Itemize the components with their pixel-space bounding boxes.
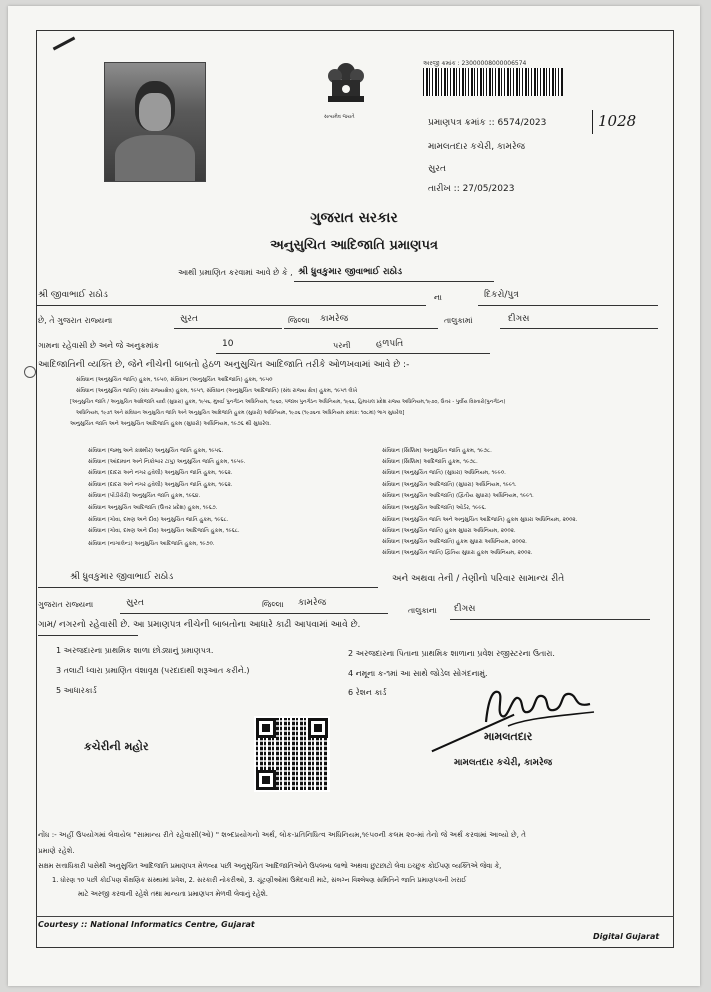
na-label: ના	[434, 293, 442, 302]
village-prefix: ગામના રહેવાસી છે અને જે અનુક્રમાંક	[38, 341, 160, 350]
district-label: જિલ્લા	[288, 316, 310, 325]
order-right-4: સંવિધાન (અનુસુચિત આદિજાતિ) (સુધારા) અધિનિયમ, ૧૯૯૧.	[382, 482, 517, 488]
pari-label: પરની	[333, 341, 351, 350]
family-text: અને અથવા તેની / તેણીનો પરિવાર સામાન્ય રીતે	[392, 574, 565, 584]
intro-text: આથી પ્રમાણિત કરવામાં આવે છે કે ,	[178, 268, 293, 277]
order-right-3: સંવિધાન (અનુસુચિત જાતિ) (સુધારા) અધિનિયમ, ૧૯૯૦.	[382, 470, 506, 476]
doc-1: 1 અરજદારના પ્રાથમિક શાળા છોડ્યાનું પ્રમાણપત્ર.	[56, 646, 214, 655]
district: કામરેજ	[320, 314, 349, 324]
tribe-name: હળપતિ	[376, 339, 404, 349]
courtesy-text: Courtesy :: National Informatics Centre, Gujarat	[38, 920, 255, 929]
government-title: ગુજરાત સરકાર	[310, 210, 398, 226]
order-right-1: સંવિધાન (સિક્કિમ) અનુસુચિત જાતિ હુકમ, ૧૯૭૮.	[382, 448, 492, 454]
city-2: સુરત	[126, 598, 144, 608]
residence-text: ગામ/ નગરનો રહેવાસી છે. આ પ્રમાણપત્ર નીચેની બાબતોના આધારે કાઢી આપવામાં આવે છે.	[38, 620, 361, 630]
certificate-number: પ્રમાણપત્ર ક્રમાંક :: 6574/2023	[428, 118, 547, 128]
order-left-4: સંવિધાન (દાદરા અને નગર હવેલી) અનુસુચિત જાતિ હુકમ, ૧૯૬૨.	[88, 482, 233, 488]
barcode	[423, 68, 563, 96]
district-label-2: જિલ્લા	[262, 600, 284, 609]
relation: દિકરો/પુત્ર	[484, 290, 519, 300]
qr-code	[254, 716, 330, 792]
order-right-7: સંવિધાન (અનુસુચિત જાતિ અને અનુસુચિત આદિજાતિ) હુકમ સુધારા અધિનિયમ, ૨૦૦૨.	[382, 517, 578, 523]
national-emblem-icon	[324, 52, 368, 112]
emblem-caption: સત્યમેવ જયતે	[324, 114, 355, 120]
order-right-2: સંવિધાન (સિક્કિમ) આદિજાતિ હુકમ, ૧૯૭૮.	[382, 459, 478, 465]
office-seal-label: કચેરીની મહોર	[84, 740, 149, 753]
doc-2: 2 અરજદારના પિતાના પ્રાથમિક શાળાના પ્રવેશ રજીસ્ટરના ઉતારા.	[348, 649, 555, 658]
order-right-5: સંવિધાન (અનુસુચિત આદિજાતિ) (દ્વિતીય સુધારા) અધિનિયમ, ૧૯૯૧.	[382, 493, 534, 499]
certificate-title: અનુસુચિત આદિજાતિ પ્રમાણપત્ર	[270, 238, 438, 253]
order-left-1: સંવિધાન (જમ્મુ અને કાશ્મીર) અનુસુચિત જાતિ હુકમ, ૧૯૫૬.	[88, 448, 224, 454]
district-2: કામરેજ	[298, 598, 327, 608]
order-left-5: સંવિધાન (પોંડીચેરી) અનુસુચિત જાતિ હુકમ, ૧૯૬૪.	[88, 493, 201, 499]
order-right-9: સંવિધાન (અનુસુચિત આદિજાતિ) હુકમ સુધારા અધિનિયમ, ૨૦૦૨.	[382, 539, 527, 545]
order-line-1: સંવિધાન (અનુસુચિત જાતિ) હુકમ, ૧૯૫૦, સંવિધાન (અનુસુચિત આદિજાતિ) હુકમ, ૧૯૫૦	[76, 377, 273, 383]
order-line-3: [અનુસુચિત જાતિ / અનુસુચિત આદિજાતિ યાદી (સુધારા) હુકમ, ૧૯૫૬, મુંબઈ પુનર્ગઠન અધિનિયમ, ૧૯૬૦, પંજાબ પુનર્ગઠન અધિનિયમ, ૧૯૬૬, હિમાચલ પ્રદેશ રાજ્ય અધિનિયમ,૧૯૭૦, ઉત્તર - પુર્વીય વિસ્તારો(પુનર્ગઠન)	[70, 399, 506, 405]
state-2: ગુજરાત રાજ્યના	[38, 600, 94, 609]
issuing-city: સુરત	[428, 164, 446, 174]
order-line-5: અનુસુચિત જાતિ અને અનુસુચિત આદિજાતિ હુકમ (સુધારો) અધિનિયમ, ૧૯૭૬ થી સુધારેલ.	[70, 421, 271, 427]
order-line-4: અધિનિયમ, ૧૯૭૧ અને સંવિધાન અનુસુચિત જાતિ અને અનુસુચિત આદિજાતિ હુકમ (સુધારો) અધિનિયમ, ૧૯૭૬ (૧૯૭૬ના અધિનિયમ ક્રમાંક: ૧૦૮માં) ભાગ સુધારેલ]	[76, 410, 405, 416]
father-name: શ્રી જીવાભાઈ રાઠોડ	[38, 290, 108, 300]
note-line-2: સક્ષમ સત્તાધિકારી પાસેથી અનુસુચિત આદિજાતિ પ્રમાણપત્ર મેળવ્યા પછી અનુસુચિત આદિજાતિઓને ઉપલબ્ધ લાભો અથવા છુટછાટો લેવા ઇચ્છુક કોઈપણ વ્યક્તિએ જેવા કે,	[38, 862, 502, 870]
signature-image	[478, 682, 598, 732]
doc-5: 5 આધારકાર્ડ	[56, 686, 97, 695]
order-left-7: સંવિધાન (ગોવા, દમણ અને દીવ) અનુસુચિત જાતિ હુકમ, ૧૯૬૮.	[88, 517, 229, 523]
taluka-2: દીગસ	[454, 604, 476, 614]
serial-number: 10	[222, 339, 234, 349]
order-right-6: સંવિધાન (અનુસુચિત આદિજાતિ) ઓર્ડર, ૧૯૯૬.	[382, 505, 487, 511]
note-line-1: નોંધ :- અહીં ઉપયોગમાં લેવાયેલ "સામાન્ય રીતે રહેવાસી(ઓ) " શબ્દપ્રયોગનો અર્થ, લોક-પ્રતિનિધિત્વ અધિનિયમ,૧૯૫૦ની કલમ ૨૦-માં તેનો જે અર્થ કરવામાં આવ્યો છે, તે	[38, 830, 526, 839]
signatory-title: મામલતદાર	[484, 730, 533, 743]
footer-rule	[36, 916, 674, 917]
holder-name: શ્રી ધ્રુવકુમાર જીવાભાઈ રાઠોડ	[298, 267, 403, 277]
order-left-6: સંવિધાન અનુસુચિત આદિજાતિ (ઉત્તર પ્રદેશ) હુકમ, ૧૯૬૭.	[88, 505, 218, 511]
handwritten-line	[592, 110, 593, 134]
district-city: સુરત	[180, 314, 198, 324]
doc-3: 3 તલાટી ધ્વારા પ્રમાણિત વંશાવૃક્ષ (પરદાદાથી શરૂઆત કરીને.)	[56, 666, 250, 675]
order-line-2: સંવિધાન (અનુસુચિત જાતિ) (સંઘ રાજ્યક્ષેત્ર) હુકમ, ૧૯૫૧, સંવિધાન (અનુસુચિત આદિજાતિ) (સંઘ રાજ્ય ક્ષેત્ર) હુકમ, ૧૯૫૧ લેખે	[76, 388, 358, 394]
taluka: દીગસ	[508, 314, 530, 324]
applicant-photo	[104, 62, 206, 182]
holder-name-2: શ્રી ધ્રુવકુમાર જીવાભાઈ રાઠોડ	[70, 572, 174, 582]
punch-hole	[24, 366, 36, 378]
application-number: અરજી ક્રમાંક : 23000008000006574	[423, 60, 527, 67]
order-left-3: સંવિધાન (દાદરા અને નગર હવેલી) અનુસુચિત જાતિ હુકમ, ૧૯૬૨.	[88, 470, 233, 476]
certificate-page	[8, 6, 700, 986]
signatory-office: મામલતદાર કચેરી, કામરેજ	[454, 758, 553, 768]
taluka-label-2: તાલુકાના	[408, 606, 437, 615]
issue-date: તારીખ :: 27/05/2023	[428, 184, 515, 194]
note-line-4: માટે અરજી કરવાની રહેશે તથા માન્યતા પ્રમાણપત્ર મેળવી લેવાનું રહેશે.	[78, 890, 268, 898]
note-line-1b: પ્રમાણે રહેશે.	[38, 846, 75, 855]
order-left-9: સંવિધાન (નાગાલેન્ડ) અનુસુચિત આદિજાતિ હુકમ, ૧૯૭૦.	[88, 541, 215, 547]
order-left-8: સંવિધાન (ગોવા, દમણ અને દીવ) અનુસુચિત આદિજાતિ હુકમ, ૧૯૬૮.	[88, 528, 240, 534]
order-right-8: સંવિધાન (અનુસુચિત જાતિ) હુકમ સુધારા અધિનિયમ, ૨૦૦૨.	[382, 528, 516, 534]
state-prefix: છે, તે ગુજરાત રાજ્યના	[38, 316, 113, 325]
doc-4: 4 નમૂના ક-૧માં આ સાથે જોડેલ સોગંદનામું.	[348, 669, 488, 678]
order-left-2: સંવિધાન (આંદામાન અને નિકોબાર ટાપુ) અનુસુચિત જાતિ હુકમ, ૧૯૫૯.	[88, 459, 246, 465]
tribe-sentence: આદિજાતિની વ્યક્તિ છે, જેને નીચેની બાબતો હેઠળ અનુસુચિત આદિજાતિ તરીકે ઓળખવામાં આવે છે :-	[38, 360, 410, 370]
note-line-3: 1. ધોરણ ૧૦ પછી કોઈપણ શૈક્ષણિક સંસ્થામાં પ્રવેશ, 2. સરકારી નોકરીઓ, 3. ચૂંટણીઓમાં ઉમેદવારી માટે, સંલગ્ન વિશ્લેષણ સમિતિને જાતિ પ્રમાણપત્રની ખરાઈ	[52, 876, 467, 884]
handwritten-number: 1028	[598, 112, 637, 130]
order-right-10: સંવિધાન (અનુસુચિત જાતિ) દ્વિતિય સુધારા હુકમ અધિનિયમ, ૨૦૦૨.	[382, 550, 533, 556]
doc-6: 6 રેશન કાર્ડ	[348, 688, 387, 697]
taluka-label: તાલુકામાં	[444, 316, 473, 325]
digital-gujarat-text: Digital Gujarat	[593, 932, 660, 941]
issuing-office: મામલતદાર કચેરી, કામરેજ	[428, 142, 526, 152]
